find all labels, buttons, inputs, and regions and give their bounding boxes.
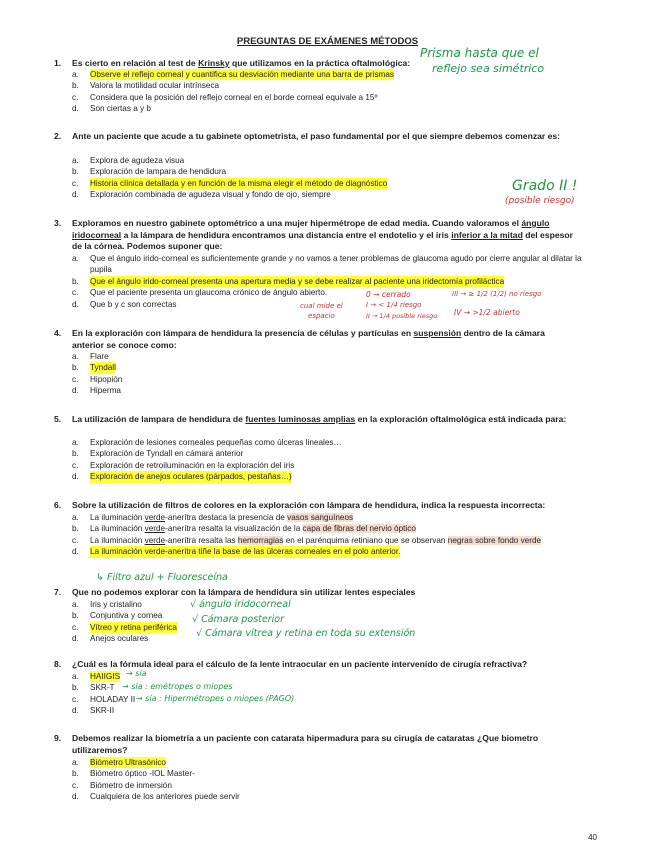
option-a: a. Observe el reflejo corneal y cuantifica su desviación mediante una barra de prismas	[72, 70, 395, 79]
handwritten-note: → sía : emétropes o miopes	[122, 682, 233, 691]
handwritten-note: Grado II !	[512, 178, 578, 194]
question-text: ¿Cuál es la fórmula ideal para el cálculo de la lente intraocular en un paciente intervenido de cirugía refractiva?	[72, 659, 528, 669]
question-9: 9. Debemos realizar la biometría a un paciente con catarata hipermadura para su cirugía de cataratas ¿Que biometro utilizaremos?	[54, 733, 579, 756]
handwritten-note: ↳ Filtro azul + Fluoresceína	[96, 572, 228, 583]
question-emphasis: Krinsky	[198, 58, 230, 68]
option-d: d. Anejos oculares	[72, 634, 149, 644]
page-number: 40	[588, 833, 597, 842]
option-c: c. Hipopión	[72, 374, 123, 384]
option-a: a. Explora de agudeza visua	[72, 156, 185, 165]
option-c: c. Vítreo y retina periférica	[72, 622, 177, 632]
handwritten-note: → sía	[126, 669, 147, 678]
handwritten-note: Prisma hasta que el	[420, 46, 539, 60]
option-d: d. Exploración de anejos oculares (párpados, pestañas…)	[72, 472, 292, 482]
question-number: 1.	[54, 58, 62, 68]
options-6	[72, 512, 592, 558]
option-a: a. La iluminación verde-anerítra destaca la presencia de vasos sanguíneos	[72, 513, 354, 522]
option-c: c. La iluminación verde-anerítra resalta las hemorragias en el parénquima retiniano que se observan negras sobre fondo verde	[72, 535, 542, 545]
handwritten-note: III → ≥ 1/2 (1/2) no riesgo	[452, 290, 542, 298]
handwritten-note: espacio	[308, 312, 335, 320]
option-d: d. Cualquiera de los anteriores puede servir	[72, 792, 240, 802]
handwritten-note: II → 1/4 posible riesgo	[366, 312, 438, 320]
option-d: d. La iluminación verde-anerítra tiñe la base de las úlceras corneales en el polo anterior.	[72, 547, 401, 557]
option-b: b. Que el ángulo irido-corneal presenta una apertura media y se debe realizar al paciente una iridectomía profiláctica	[72, 276, 505, 286]
option-a: a. Exploración de lesiones corneales pequeñas como úlceras lineales…	[72, 438, 342, 447]
option-d: d. Hiperma	[72, 386, 121, 396]
option-a: a. Que el ángulo irido-corneal es suficientemente grande y no vamos a tener problemas de glaucoma agudo por cierre angular al dilatar la pupila	[72, 254, 582, 275]
question-text: Que no podemos explorar con la lámpara de hendidura sin utilizar lentes especiales	[72, 587, 416, 597]
handwritten-note: IV → >1/2 abierto	[454, 308, 520, 317]
option-c: c. Que el paciente presenta un glaucoma crónico de ángulo abierto.	[72, 288, 328, 298]
handwritten-note: √ Cámara vítrea y retina en toda su extensión	[196, 628, 416, 639]
option-d: d. Son ciertas a y b	[72, 104, 151, 114]
question-text: Ante un paciente que acude a tu gabinete optometrista, el paso fundamental por el que siempre debemos comenzar es:	[72, 131, 561, 141]
option-d: d. SKR-II	[72, 706, 115, 716]
page-title: PREGUNTAS DE EXÁMENES MÉTODOS	[236, 36, 419, 47]
handwritten-note: cual mide el	[300, 302, 343, 310]
option-c: c. HOLADAY II	[72, 694, 136, 704]
option-c: c. Historia clínica detallada y en función de la misma elegir el método de diagnóstico	[72, 178, 388, 188]
options-9	[72, 757, 592, 803]
option-b: b. Valora la motilidad ocular intrínseca	[72, 81, 220, 91]
question-text: Es cierto en relación al test de	[72, 58, 199, 68]
option-d: d. Exploración combinada de agudeza visual y fondo de ojo, siempre	[72, 190, 331, 200]
question-text: Sobre la utilización de filtros de colores en la exploración con lámpara de hendidura, indica la respuesta incorrecta:	[72, 500, 546, 510]
handwritten-note: (posible riesgo)	[505, 196, 575, 206]
option-c: c. Exploración de retroiluminación en la exploración del iris	[72, 460, 295, 470]
option-b: b. Exploración de lampara de hendidura	[72, 167, 227, 177]
handwritten-note: √ ángulo iridocorneal	[190, 599, 291, 610]
option-b: b. SKR-T	[72, 683, 115, 693]
option-a: a. Biómetro Ultrasónico	[72, 758, 166, 767]
option-c: c. Considera que la posición del reflejo corneal en el borde corneal equivale a 15º	[72, 92, 378, 102]
question-5: 5. La utilización de lampara de hendidura de fuentes luminosas amplias en la exploración oftalmológica está indicada para:	[54, 414, 567, 424]
question-8: 8. ¿Cuál es la fórmula ideal para el cálculo de la lente intraocular en un paciente intervenido de cirugía refractiva?	[54, 659, 579, 671]
question-text-end: que utilizamos en la práctica oftalmológica:	[229, 58, 411, 68]
option-a: a. Iris y cristalino	[72, 600, 142, 609]
option-d: d. Que b y c son correctas	[72, 299, 177, 309]
question-3: 3. Exploramos en nuestro gabinete optométrico a una mujer hipermétrope de edad media. Cuando valoramos el ángulo iridocorneal a la lámpara de hendidura encontramos una distancia entre el endotelio y el iris inferior a la mitad del espesor de la córnea. Podemos suponer que:	[54, 218, 573, 251]
option-b: b. Conjuntiva y cornea	[72, 611, 163, 621]
option-c: c. Biómetro de inmersión	[72, 780, 172, 790]
question-4: 4. En la exploración con lámpara de hendidura la presencia de células y partículas en suspensión dentro de la cámara anterior se conoce como:	[54, 328, 545, 350]
option-b: b. Biómetro óptico -IOL Master-	[72, 769, 195, 779]
question-6: 6. Sobre la utilización de filtros de colores en la exploración con lámpara de hendidura, indica la respuesta incorrecta:	[54, 500, 579, 512]
option-a: a. HAIIGIS	[72, 672, 121, 681]
question-2: 2. Ante un paciente que acude a tu gabinete optometrista, el paso fundamental por el que siempre debemos comenzar es:	[54, 131, 579, 143]
handwritten-note: → sía : Hipermétropes o miopes (PAGO)	[136, 694, 295, 703]
question-text: Debemos realizar la biometría a un paciente con catarata hipermadura para su cirugía de cataratas ¿Que biometro utilizaremos?	[72, 733, 539, 755]
options-5	[72, 437, 592, 483]
handwritten-note: reflejo sea simétrico	[432, 62, 545, 75]
question-7: 7. Que no podemos explorar con la lámpara de hendidura sin utilizar lentes especiales	[54, 587, 579, 599]
option-b: b. La iluminación verde-anerítra resalta la visualización de la capa de fibras del nervio óptico	[72, 524, 416, 534]
options-1	[72, 69, 592, 115]
option-b: b. Tyndall	[72, 363, 116, 373]
handwritten-note: 0 → cerrado	[366, 290, 411, 299]
options-4	[72, 351, 592, 397]
option-b: b. Exploración de Tyndall en cámara anterior	[72, 449, 244, 459]
handwritten-note: I → < 1/4 riesgo	[366, 301, 422, 309]
option-a: a. Flare	[72, 352, 109, 361]
handwritten-note: √ Cámara posterior	[192, 614, 284, 625]
